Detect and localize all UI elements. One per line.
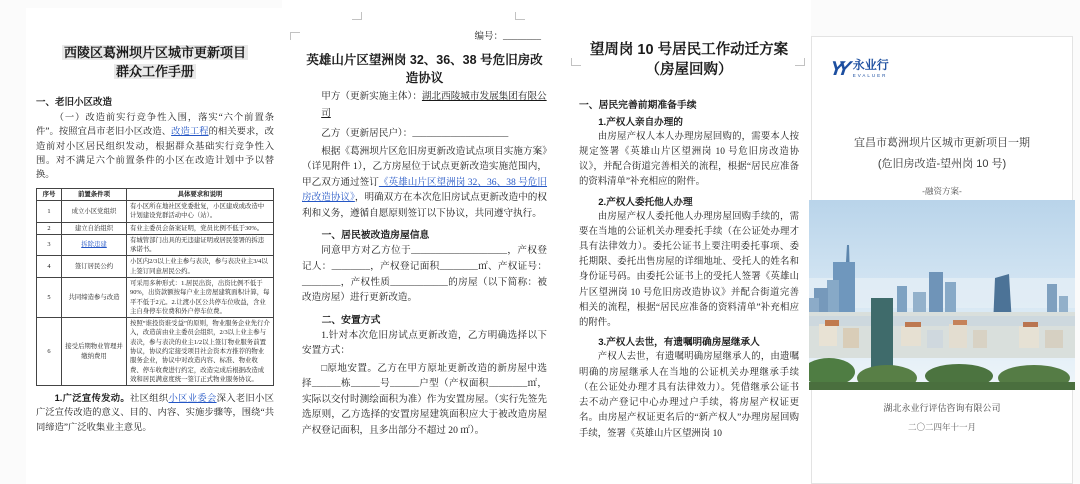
table-row	[37, 318, 274, 386]
agreement-paragraph-1	[302, 144, 547, 222]
agreement-paragraph-2: 同意甲方对乙方位于____________________，产权登记人：________，产权登记面积________㎡、产权证号：________，产权性质____________的房屋（以下简称：被改造房屋）进行更新改造。	[302, 245, 547, 304]
agreement-section-2: 二、安置方式	[321, 314, 381, 326]
agreement-doc-link[interactable]: 《英雄山片区望洲岗 32、36、38 号危旧房改造协议》	[302, 176, 548, 204]
brand-name: 永业行	[852, 58, 889, 72]
row4-num: 4	[37, 256, 62, 278]
handbook-title	[36, 44, 274, 82]
city-skyline-photo	[809, 200, 1075, 390]
page-handbook	[26, 8, 282, 484]
handbook-section-heading: 一、老旧小区改造	[36, 97, 113, 108]
col-header-index: 序号	[37, 188, 62, 200]
party-b-line: 乙方（更新居民户）：____________________	[321, 127, 509, 139]
plan-sub-2: 2.产权人委托他人办理	[598, 196, 693, 208]
agreement-paragraph-4-checkbox-option: □原地安置。乙方在甲方原址更新改造的新房屋中选择______栋______号______户型（产权面积________㎡，实际以交付时测绘面积为准）作为安置房屋。（实行先签先选原则，乙方选择的安置房屋建筑面积应大于被改造房屋产权登记面积，且多出部分不超过 20 ㎡）。	[302, 362, 547, 436]
col-header-description: 具体要求和说明	[127, 188, 274, 200]
page-financing-cover	[811, 36, 1073, 484]
cover-company-name: 湖北永业行评估咨询有限公司	[883, 403, 1001, 413]
text-boundary-mark	[290, 32, 300, 40]
row1-description: 有小区所在地社区党委批复，小区建成或改造中计划建设党群活动中心（站）。	[127, 201, 274, 223]
table-row	[37, 256, 274, 278]
handbook-paragraph-2	[36, 391, 274, 435]
agreement-paragraph-3: 1.针对本次危旧房试点更新改造，乙方明确选择以下安置方式：	[302, 329, 547, 357]
text-boundary-mark	[795, 58, 805, 66]
party-a-line	[321, 88, 547, 123]
plan-title-line1: 望周岗 10 号居民工作动迁方案	[589, 42, 789, 58]
agreement-title: 英雄山片区望洲岗 32、36、38 号危旧房改造协议	[306, 53, 543, 85]
handbook-title-line2: 群众工作手册	[115, 63, 194, 79]
cover-title-line2: (危旧房改造-望州岗 10 号)	[877, 157, 1007, 170]
renovation-project-link[interactable]: 改造工程	[171, 127, 209, 138]
row2-description: 有业主委员会备案证明，党员比例不低于30%。	[127, 222, 274, 234]
row4-condition: 签订居民公约	[62, 256, 127, 278]
plan-sub-1: 1.产权人亲自办理的	[598, 116, 683, 128]
cover-subtitle: -融资方案-	[922, 186, 962, 196]
agreement-paragraph-1-text: 根据《葛洲坝片区危旧房更新改造试点项目实施方案》（详见附件 1），乙方房屋位于试点更新改造实施范围内，甲乙双方通过签订	[302, 145, 547, 188]
plan-sub-3: 3.产权人去世，有遗嘱明确房屋继承人	[598, 337, 760, 349]
page-relocation-plan	[565, 0, 811, 484]
brand-text-block	[853, 59, 889, 78]
row4-description: 小区内2/3以上业主参与表决，参与表决业主3/4以上签订同意居民公约。	[127, 256, 274, 278]
plan-title-line2: （房屋回购）	[645, 62, 733, 79]
row5-num: 5	[37, 277, 62, 317]
table-row	[37, 201, 274, 223]
table-row	[37, 222, 274, 234]
agreement-paragraph-1-rest: ，明确双方在本次危旧房试点更新改造中的权利和义务，遵循自愿原则签订以下协议，共同遵守执行。	[302, 192, 548, 219]
handbook-paragraph-1-rest: 的相关要求，改造前对小区居民组织发动，根据群众基础实行竞争性入围。对不满足六个前置条件的小区在改造计划中予以替换。	[36, 127, 274, 181]
agreement-section-1: 一、居民被改造房屋信息	[321, 230, 430, 242]
row5-condition: 共同缔造参与改造	[62, 277, 127, 317]
precondition-table	[36, 188, 274, 386]
plan-paragraph-2: 由房屋产权人委托他人办理房屋回购手续的，需要在当地的公证机关办理委托手续（在公证处办理才具有法律效力）。委托公证书上要注明委托事项、委托期限、委托出售房屋的详细地址、受托人的姓名和身份证号码。由委托公证书上的受托人签署《英雄山片区望洲岗 10 号危旧房改造协议》并配合街道完善相关的流程，根据“居民应准备的资料清单”补充相应的附件。	[579, 211, 799, 329]
text-boundary-mark	[352, 12, 362, 20]
row3-description: 有城管部门出具的无违建证明或居民签署的拆违承诺书。	[127, 234, 274, 256]
handbook-paragraph-1	[36, 111, 274, 183]
table-row	[37, 277, 274, 317]
yongyehang-logo-icon: YY	[828, 58, 847, 80]
handbook-paragraph-2-rest: 深入老旧小区广泛宣传改造的意义、目的、内容、实施步骤等，围绕“共同缔造”广泛收集业主意见。	[36, 394, 274, 433]
text-boundary-mark	[515, 12, 525, 20]
row6-description: 按照“谁投资谁受益”的原则，物业服务企业先行介入，改造前由业主委员会组织，2/3以上业主参与表决，参与表决的业主1/2以上签订物业服务前置协议，协议约定接受项目社会资本方推荐的物业服务企业，协议中对改造内容、标准、物业收费、停车收费进行约定，改造完成后根据改造成效和居民满意度统一签订正式物业服务协议。	[127, 318, 274, 386]
col-header-condition: 前置条件项	[62, 188, 127, 200]
plan-section-1: 一、居民完善前期准备手续	[579, 99, 697, 111]
row1-condition: 成立小区党组织	[62, 201, 127, 223]
row2-condition: 建立自治组织	[62, 222, 127, 234]
cover-title-line1: 宜昌市葛洲坝片区城市更新项目一期	[854, 137, 1030, 149]
publicity-heading: 1.广泛宣传发动。	[54, 393, 130, 404]
row6-condition: 接受后期物业管理并缴纳费用	[62, 318, 127, 386]
row3-condition-link[interactable]: 拆除违建	[62, 234, 127, 256]
cover-title	[812, 133, 1072, 175]
handbook-paragraph-1-text: （一）改造前实行竞争性入围，落实“六个前置条件”。按照宜昌市老旧小区改造、	[36, 112, 274, 138]
text-boundary-mark	[571, 58, 581, 66]
plan-paragraph-1: 由房屋产权人本人办理房屋回购的，需要本人按规定签署《英雄山片区望洲岗 10 号危旧房改造协议》，并配合街道完善相关的流程，根据“居民应准备的资料清单”补充相应的附件。	[579, 131, 799, 188]
row2-num: 2	[37, 222, 62, 234]
owners-committee-link[interactable]: 小区业委会	[168, 394, 217, 405]
row5-description: 可采用多种形式：1.居民出资，出资比例不低于90%，出资款额按每户业主房屋建筑面积计算，每平不低于2元。2.让渡小区公共停车位收益，含业主自身停车位费和外户停车位费。	[127, 277, 274, 317]
handbook-paragraph-2-text: 社区组织	[130, 394, 169, 405]
row6-num: 6	[37, 318, 62, 386]
table-header-row	[37, 188, 274, 200]
row1-num: 1	[37, 201, 62, 223]
cover-date: 二〇二四年十一月	[907, 422, 976, 432]
row3-num: 3	[37, 234, 62, 256]
page-agreement	[282, 0, 565, 484]
plan-paragraph-3: 产权人去世，有遗嘱明确房屋继承人的，由遗嘱明确的房屋继承人在当地的公证机关办理继承手续（在公证处办理才具有法律效力）。凭借继承公证书去不动产登记中心办理过户手续，将房屋产权证更名。由房屋产权证更名后的“新产权人”办理房屋回购手续，签署《英雄山片区望洲岗 10	[579, 352, 799, 439]
plan-title	[579, 40, 799, 81]
party-a-value: 湖北西陵城市发展集团有限公司	[321, 91, 547, 120]
agreement-number-field: 编号：________	[474, 32, 541, 42]
brand-subtext: EVALUER	[852, 73, 888, 78]
party-a-label: 甲方（更新实施主体）：	[321, 91, 422, 102]
handbook-title-line1: 西陵区葛洲坝片区城市更新项目	[63, 45, 246, 60]
table-row	[37, 234, 274, 256]
company-logo	[830, 59, 889, 79]
